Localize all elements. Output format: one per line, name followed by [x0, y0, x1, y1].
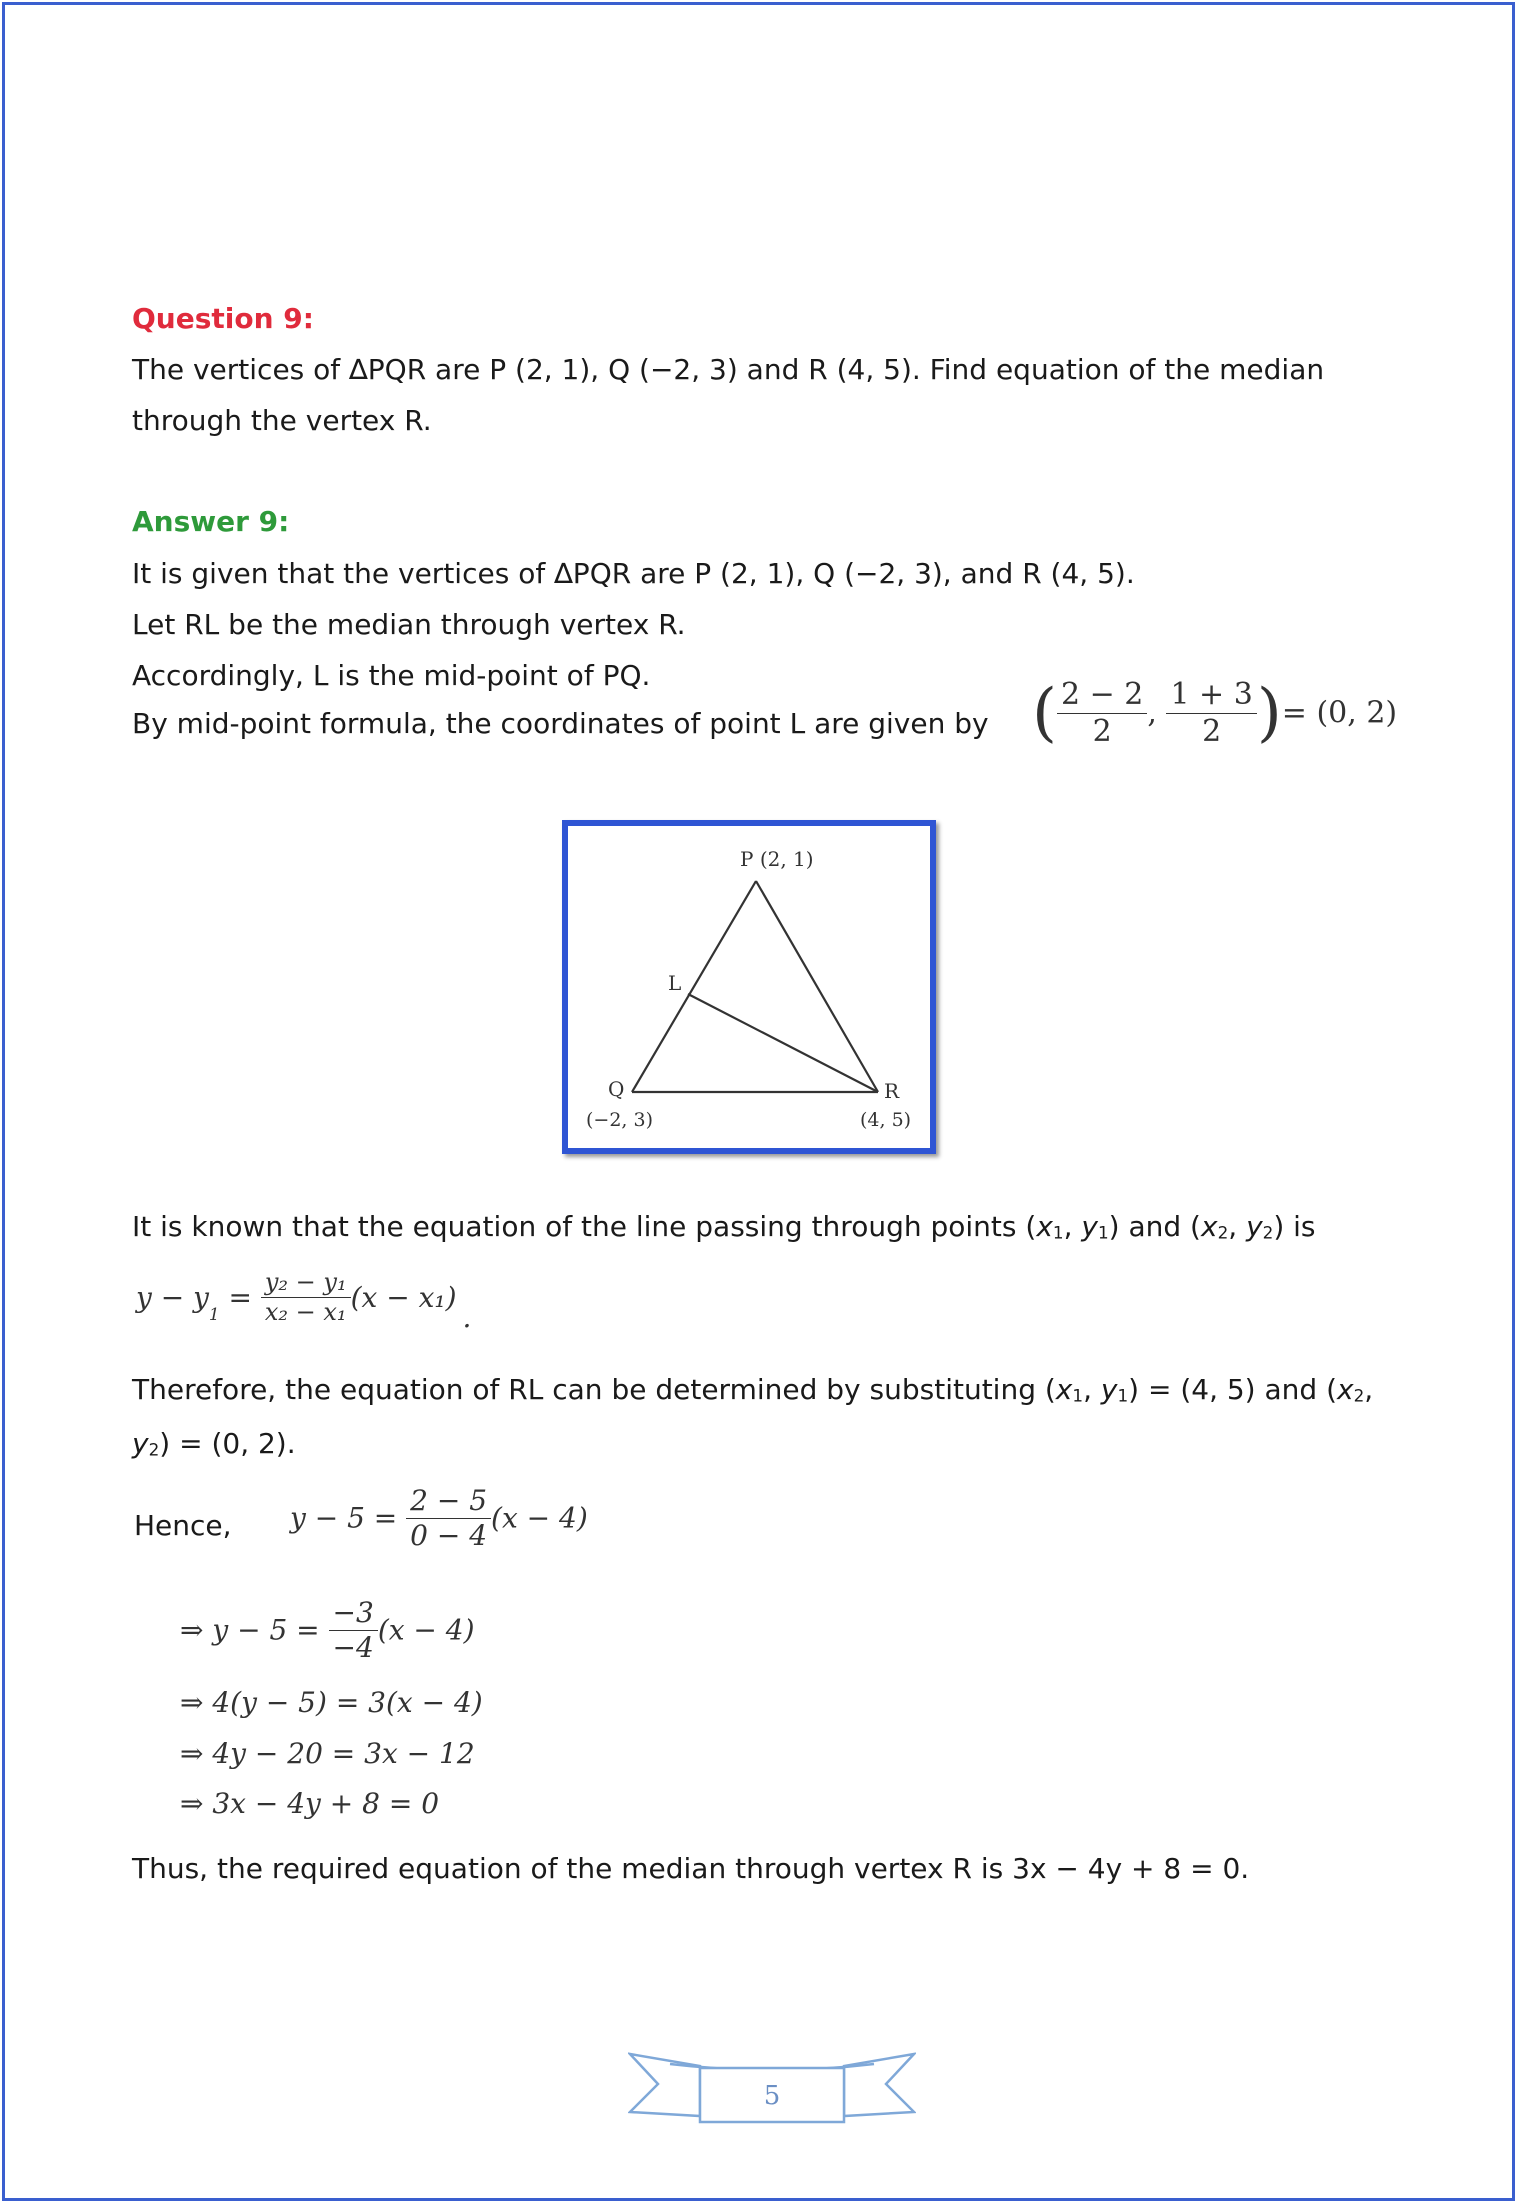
midpoint-result: = (0, 2)	[1281, 695, 1398, 731]
known-line-sentence	[132, 1201, 1316, 1259]
page-number-ribbon	[628, 2050, 916, 2126]
therefore-sub-3: 2	[1353, 1385, 1365, 1406]
known-y2: y	[1246, 1210, 1263, 1243]
therefore-x2: x	[1337, 1373, 1354, 1406]
formula-denominator: x₂ − x₁	[264, 1297, 347, 1326]
known-text-3: ) is	[1273, 1210, 1316, 1243]
answer-line-3: Accordingly, L is the mid-point of PQ.	[132, 659, 651, 692]
step-1	[180, 1596, 475, 1664]
therefore-comma-2: ,	[1364, 1373, 1374, 1406]
known-sub-1: 1	[1052, 1222, 1064, 1243]
therefore-y2: y	[132, 1427, 149, 1460]
therefore-y1: y	[1100, 1373, 1118, 1406]
step-3: ⇒ 4y − 20 = 3x − 12	[180, 1737, 475, 1770]
hence-fraction	[406, 1484, 491, 1552]
known-sub-3: 2	[1217, 1222, 1229, 1243]
question-line-2: through the vertex R.	[132, 404, 432, 437]
therefore-sub-4: 2	[148, 1439, 160, 1460]
coord-Q: (−2, 3)	[586, 1109, 654, 1131]
conclusion: Thus, the required equation of the median through vertex R is 3x − 4y + 8 = 0.	[132, 1852, 1250, 1885]
label-Q: Q	[608, 1077, 625, 1101]
answer-line-1: It is given that the vertices of ∆PQR are P (2, 1), Q (−2, 3), and R (4, 5).	[132, 557, 1135, 590]
step-2: ⇒ 4(y − 5) = 3(x − 4)	[180, 1686, 483, 1719]
answer-heading: Answer 9:	[132, 505, 290, 538]
step-1-fraction	[329, 1596, 378, 1664]
midpoint-x-numerator: 2 − 2	[1057, 677, 1147, 714]
label-L: L	[668, 971, 682, 995]
hence-label: Hence,	[134, 1509, 232, 1542]
midpoint-x-fraction	[1057, 677, 1147, 750]
answer-line-2: Let RL be the median through vertex R.	[132, 608, 686, 641]
therefore-line-2	[132, 1418, 296, 1476]
step-1-numerator: −3	[329, 1596, 378, 1631]
formula-dot: .	[462, 1300, 472, 1334]
therefore-line-1	[132, 1364, 1373, 1422]
hence-denominator: 0 − 4	[410, 1518, 488, 1552]
known-x1: x	[1036, 1210, 1053, 1243]
side-PQ	[632, 881, 756, 1092]
answer-line-4: By mid-point formula, the coordinates of point L are given by	[132, 707, 989, 740]
known-text-1: It is known that the equation of the line passing through points (	[132, 1210, 1037, 1243]
formula-lhs-sub: 1	[208, 1303, 220, 1324]
formula-equals: =	[219, 1280, 261, 1314]
known-sub-4: 2	[1262, 1222, 1274, 1243]
triangle-figure	[562, 820, 936, 1154]
ribbon-graphic	[628, 2050, 916, 2126]
midpoint-y-numerator: 1 + 3	[1166, 677, 1256, 714]
therefore-text-c: ) = (0, 2).	[159, 1427, 296, 1460]
step-1-rhs: (x − 4)	[377, 1613, 475, 1647]
hence-equation	[290, 1484, 588, 1552]
midpoint-y-denominator: 2	[1202, 713, 1222, 749]
formula-rhs: (x − x₁)	[350, 1280, 457, 1314]
midpoint-x-denominator: 2	[1092, 713, 1112, 749]
formula-numerator: y₂ − y₁	[261, 1268, 351, 1298]
page-number: 5	[763, 2081, 781, 2111]
label-R: R	[884, 1079, 900, 1103]
known-comma-2: ,	[1228, 1210, 1247, 1243]
midpoint-y-fraction	[1166, 677, 1256, 750]
therefore-comma-1: ,	[1083, 1373, 1101, 1406]
hence-rhs: (x − 4)	[491, 1501, 588, 1535]
hence-numerator: 2 − 5	[406, 1484, 491, 1519]
therefore-sub-1: 1	[1072, 1385, 1084, 1406]
known-comma-1: ,	[1063, 1210, 1082, 1243]
question-heading: Question 9:	[132, 302, 314, 335]
known-sub-2: 1	[1097, 1222, 1109, 1243]
triangle-diagram	[568, 826, 930, 1148]
therefore-sub-2: 1	[1117, 1385, 1129, 1406]
hence-lhs: y − 5 =	[290, 1501, 407, 1535]
therefore-text-b: ) = (4, 5) and (	[1128, 1373, 1338, 1406]
formula-lhs: y − y	[136, 1280, 209, 1314]
formula-fraction	[261, 1268, 351, 1327]
midpoint-formula: ( $\frac{2 - 2}{2}$ , $\frac{1 + 3}{2}$ )= (0, 2)	[1032, 676, 1398, 750]
step-1-lhs: ⇒ y − 5 =	[180, 1613, 329, 1647]
known-x2: x	[1200, 1210, 1218, 1243]
two-point-formula	[136, 1268, 472, 1334]
known-text-2: ) and (	[1108, 1210, 1201, 1243]
therefore-text-a: Therefore, the equation of RL can be determined by substituting (	[132, 1373, 1056, 1406]
step-1-denominator: −4	[332, 1630, 374, 1664]
known-y1: y	[1081, 1210, 1098, 1243]
question-line-1: The vertices of ∆PQR are P (2, 1), Q (−2, 3) and R (4, 5). Find equation of the median	[132, 353, 1325, 386]
step-4: ⇒ 3x − 4y + 8 = 0	[180, 1787, 440, 1820]
label-P: P (2, 1)	[740, 847, 814, 871]
coord-R: (4, 5)	[860, 1109, 912, 1131]
therefore-x1: x	[1055, 1373, 1073, 1406]
